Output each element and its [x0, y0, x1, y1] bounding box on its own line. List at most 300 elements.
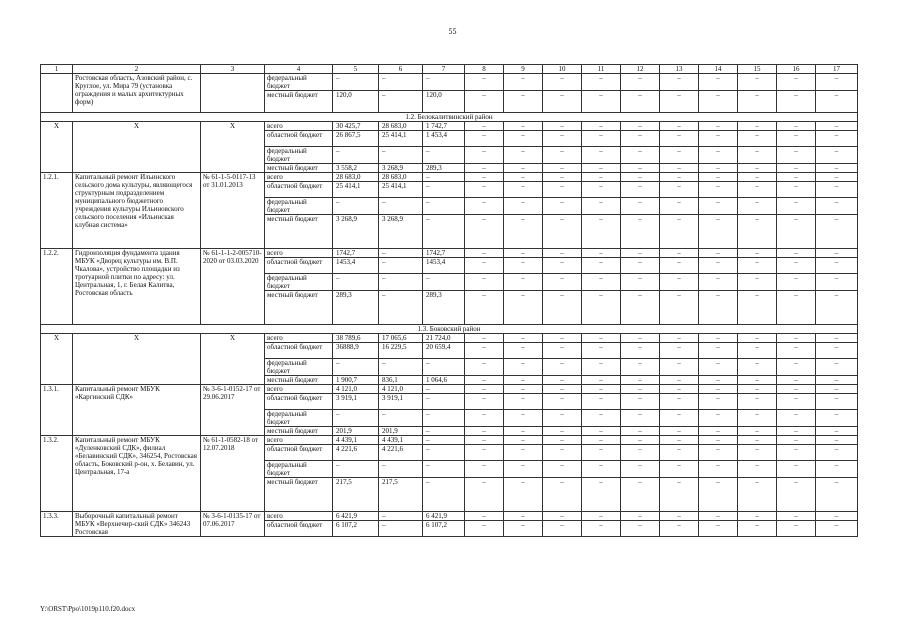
budget-source: местный бюджет [265, 164, 333, 173]
value-col-5: 3 268,9 [333, 215, 379, 249]
summary-x-col2: Х [73, 122, 201, 173]
value-col-7: 20 659,4 [423, 343, 465, 359]
value-col-8: – [465, 436, 504, 445]
value-col-15: – [738, 343, 777, 359]
budget-source: всего [265, 334, 333, 343]
item-name: Гидроизоляция фундамента здания МБУК «Дворец культуры им. В.П. Чкалова», устройство площадки из тротуарной плитки по адресу: ул. Центральная, 1, г. Белая Калитва, Ростовская область [73, 249, 201, 325]
value-col-11: – [582, 385, 621, 394]
value-col-16: – [777, 258, 816, 274]
column-number-15: 15 [738, 65, 777, 74]
value-col-13: – [660, 478, 699, 512]
value-col-12: – [621, 274, 660, 291]
value-col-8: – [465, 385, 504, 394]
value-col-8: – [465, 376, 504, 385]
table-row [41, 249, 858, 258]
value-col-8: – [465, 74, 504, 91]
budget-source: местный бюджет [265, 215, 333, 249]
value-col-9: – [504, 198, 543, 215]
value-col-6: 217,5 [379, 478, 423, 512]
value-col-11: – [582, 173, 621, 182]
value-col-17: – [816, 182, 858, 198]
budget-source: местный бюджет [265, 91, 333, 113]
value-col-8: – [465, 427, 504, 436]
value-col-6: 28 683,0 [379, 122, 423, 131]
value-col-11: – [582, 147, 621, 164]
value-col-12: – [621, 215, 660, 249]
value-col-11: – [582, 334, 621, 343]
value-col-11: – [582, 258, 621, 274]
value-col-11: – [582, 274, 621, 291]
value-col-7: – [423, 436, 465, 445]
value-col-6: – [379, 359, 423, 376]
value-col-8: – [465, 521, 504, 537]
item-number: 1.3.1. [41, 385, 73, 436]
value-col-15: – [738, 249, 777, 258]
value-col-14: – [699, 198, 738, 215]
column-number-7: 7 [423, 65, 465, 74]
budget-source: федеральный бюджет [265, 274, 333, 291]
value-col-7: – [423, 385, 465, 394]
value-col-7: 1 742,7 [423, 122, 465, 131]
value-col-8: – [465, 410, 504, 427]
value-col-15: – [738, 512, 777, 521]
value-col-16: – [777, 291, 816, 325]
budget-source: федеральный бюджет [265, 461, 333, 478]
value-col-5: 289,3 [333, 291, 379, 325]
value-col-16: – [777, 122, 816, 131]
value-col-5: – [333, 74, 379, 91]
column-number-17: 17 [816, 65, 858, 74]
value-col-16: – [777, 91, 816, 113]
table-row [41, 385, 858, 394]
value-col-7: – [423, 274, 465, 291]
value-col-16: – [777, 198, 816, 215]
budget-source: областной бюджет [265, 182, 333, 198]
value-col-15: – [738, 478, 777, 512]
item-document: № 61-1-1-2-005710-2020 от 03.03.2020 [201, 249, 265, 325]
value-col-10: – [543, 512, 582, 521]
value-col-6: – [379, 521, 423, 537]
value-col-15: – [738, 74, 777, 91]
value-col-16: – [777, 164, 816, 173]
value-col-10: – [543, 215, 582, 249]
value-col-9: – [504, 258, 543, 274]
value-col-17: – [816, 394, 858, 410]
value-col-11: – [582, 376, 621, 385]
value-col-7: 289,3 [423, 291, 465, 325]
value-col-17: – [816, 461, 858, 478]
value-col-5: 1742,7 [333, 249, 379, 258]
value-col-13: – [660, 122, 699, 131]
value-col-9: – [504, 521, 543, 537]
column-number-4: 4 [265, 65, 333, 74]
value-col-16: – [777, 215, 816, 249]
value-col-14: – [699, 376, 738, 385]
value-col-16: – [777, 343, 816, 359]
value-col-5: 30 425,7 [333, 122, 379, 131]
value-col-17: – [816, 343, 858, 359]
value-col-16: – [777, 512, 816, 521]
value-col-16: – [777, 436, 816, 445]
value-col-10: – [543, 461, 582, 478]
value-col-6: – [379, 147, 423, 164]
value-col-12: – [621, 343, 660, 359]
value-col-12: – [621, 131, 660, 147]
value-col-5: – [333, 461, 379, 478]
value-col-10: – [543, 173, 582, 182]
value-col-10: – [543, 164, 582, 173]
value-col-10: – [543, 343, 582, 359]
value-col-8: – [465, 334, 504, 343]
column-number-9: 9 [504, 65, 543, 74]
value-col-15: – [738, 334, 777, 343]
value-col-7: – [423, 394, 465, 410]
value-col-15: – [738, 427, 777, 436]
value-col-16: – [777, 376, 816, 385]
value-col-15: – [738, 394, 777, 410]
value-col-15: – [738, 258, 777, 274]
value-col-13: – [660, 394, 699, 410]
value-col-10: – [543, 410, 582, 427]
value-col-8: – [465, 182, 504, 198]
value-col-15: – [738, 91, 777, 113]
value-col-5: 28 683,0 [333, 173, 379, 182]
value-col-10: – [543, 359, 582, 376]
column-number-5: 5 [333, 65, 379, 74]
value-col-12: – [621, 359, 660, 376]
budget-source: областной бюджет [265, 258, 333, 274]
value-col-7: – [423, 198, 465, 215]
item-name: Капитальный ремонт МБУК «Дуленковский СДК», филиал «Белавинский СДК», 346254, Ростовская область, Боковский р-он, х. Белавин, ул. Центральная, 17-а [73, 436, 201, 512]
value-col-8: – [465, 131, 504, 147]
column-number-1: 1 [41, 65, 73, 74]
column-number-12: 12 [621, 65, 660, 74]
value-col-15: – [738, 147, 777, 164]
value-col-13: – [660, 521, 699, 537]
value-col-14: – [699, 164, 738, 173]
value-col-10: – [543, 291, 582, 325]
value-col-13: – [660, 436, 699, 445]
value-col-7: – [423, 461, 465, 478]
value-col-12: – [621, 147, 660, 164]
value-col-8: – [465, 291, 504, 325]
item-document: № 3-6-1-0135-17 от 07.06.2017 [201, 512, 265, 537]
budget-source: федеральный бюджет [265, 147, 333, 164]
item-number: 1.2.1. [41, 173, 73, 249]
value-col-9: – [504, 215, 543, 249]
value-col-16: – [777, 394, 816, 410]
value-col-6: – [379, 91, 423, 113]
value-col-12: – [621, 74, 660, 91]
value-col-10: – [543, 436, 582, 445]
value-col-8: – [465, 461, 504, 478]
value-col-7: – [423, 427, 465, 436]
value-col-7: 6 107,2 [423, 521, 465, 537]
value-col-13: – [660, 274, 699, 291]
value-col-5: 36888,9 [333, 343, 379, 359]
value-col-15: – [738, 164, 777, 173]
budget-source: областной бюджет [265, 394, 333, 410]
value-col-12: – [621, 394, 660, 410]
value-col-16: – [777, 131, 816, 147]
value-col-15: – [738, 291, 777, 325]
value-col-6: – [379, 249, 423, 258]
value-col-13: – [660, 215, 699, 249]
value-col-6: 25 414,1 [379, 131, 423, 147]
value-col-9: – [504, 385, 543, 394]
value-col-12: – [621, 258, 660, 274]
budget-source: областной бюджет [265, 131, 333, 147]
budget-source: областной бюджет [265, 343, 333, 359]
value-col-13: – [660, 164, 699, 173]
value-col-9: – [504, 182, 543, 198]
value-col-14: – [699, 436, 738, 445]
column-number-13: 13 [660, 65, 699, 74]
value-col-15: – [738, 215, 777, 249]
value-col-8: – [465, 258, 504, 274]
value-col-17: – [816, 91, 858, 113]
value-col-7: – [423, 478, 465, 512]
value-col-14: – [699, 512, 738, 521]
value-col-15: – [738, 182, 777, 198]
value-col-9: – [504, 343, 543, 359]
value-col-7: 1742,7 [423, 249, 465, 258]
value-col-6: 4 121,0 [379, 385, 423, 394]
value-col-7: 289,3 [423, 164, 465, 173]
value-col-8: – [465, 274, 504, 291]
value-col-11: – [582, 91, 621, 113]
value-col-8: – [465, 359, 504, 376]
budget-source: местный бюджет [265, 427, 333, 436]
footer-path: Y:\ORST\Ppo\1019p110.f20.docx [40, 605, 136, 613]
value-col-9: – [504, 74, 543, 91]
value-col-17: – [816, 291, 858, 325]
value-col-15: – [738, 385, 777, 394]
value-col-16: – [777, 478, 816, 512]
value-col-7: 1453,4 [423, 258, 465, 274]
value-col-14: – [699, 249, 738, 258]
value-col-8: – [465, 445, 504, 461]
value-col-13: – [660, 461, 699, 478]
value-col-10: – [543, 74, 582, 91]
value-col-7: 1 064,6 [423, 376, 465, 385]
value-col-16: – [777, 427, 816, 436]
value-col-15: – [738, 521, 777, 537]
table-row [41, 173, 858, 182]
value-col-7: 120,0 [423, 91, 465, 113]
value-col-16: – [777, 274, 816, 291]
item-number: 1.3.3. [41, 512, 73, 537]
section-summary-row [41, 334, 858, 343]
value-col-15: – [738, 122, 777, 131]
budget-source: всего [265, 249, 333, 258]
value-col-14: – [699, 334, 738, 343]
budget-source: федеральный бюджет [265, 410, 333, 427]
value-col-10: – [543, 122, 582, 131]
item-name: Выборочный капитальный ремонт МБУК «Верхнечир-ский СДК» 346243 Ростовская [73, 512, 201, 537]
value-col-11: – [582, 249, 621, 258]
value-col-14: – [699, 258, 738, 274]
value-col-17: – [816, 122, 858, 131]
value-col-11: – [582, 131, 621, 147]
value-col-12: – [621, 436, 660, 445]
value-col-11: – [582, 291, 621, 325]
value-col-16: – [777, 521, 816, 537]
value-col-17: – [816, 410, 858, 427]
value-col-11: – [582, 512, 621, 521]
value-col-5: 4 221,6 [333, 445, 379, 461]
value-col-6: 25 414,1 [379, 182, 423, 198]
value-col-11: – [582, 394, 621, 410]
value-col-11: – [582, 164, 621, 173]
value-col-12: – [621, 410, 660, 427]
value-col-8: – [465, 173, 504, 182]
value-col-14: – [699, 147, 738, 164]
value-col-17: – [816, 258, 858, 274]
value-col-12: – [621, 461, 660, 478]
value-col-10: – [543, 445, 582, 461]
value-col-16: – [777, 359, 816, 376]
value-col-5: 120,0 [333, 91, 379, 113]
value-col-17: – [816, 147, 858, 164]
value-col-12: – [621, 173, 660, 182]
value-col-9: – [504, 131, 543, 147]
value-col-5: 26 867,5 [333, 131, 379, 147]
value-col-8: – [465, 164, 504, 173]
value-col-12: – [621, 385, 660, 394]
value-col-15: – [738, 173, 777, 182]
value-col-7: – [423, 410, 465, 427]
budget-source: местный бюджет [265, 376, 333, 385]
value-col-10: – [543, 394, 582, 410]
value-col-13: – [660, 343, 699, 359]
value-col-13: – [660, 173, 699, 182]
table-body [41, 65, 858, 537]
value-col-12: – [621, 334, 660, 343]
value-col-13: – [660, 249, 699, 258]
value-col-9: – [504, 359, 543, 376]
value-col-6: 4 221,6 [379, 445, 423, 461]
item-name: Капитальный ремонт Ильинского сельского дома культуры, являющегося структурным подразделением муниципального бюджетного учреждения культуры Ильиновского сельского поселения «Ильинская клубная система» [73, 173, 201, 249]
value-col-14: – [699, 274, 738, 291]
item-document: № 3-6-1-0152-17 от 29.06.2017 [201, 385, 265, 436]
value-col-14: – [699, 173, 738, 182]
value-col-10: – [543, 334, 582, 343]
value-col-5: 4 121,0 [333, 385, 379, 394]
value-col-9: – [504, 376, 543, 385]
value-col-6: – [379, 461, 423, 478]
value-col-11: – [582, 478, 621, 512]
value-col-15: – [738, 436, 777, 445]
value-col-15: – [738, 131, 777, 147]
value-col-9: – [504, 249, 543, 258]
section-title: 1.2. Белокалитвинский район [41, 113, 858, 122]
value-col-10: – [543, 198, 582, 215]
value-col-9: – [504, 478, 543, 512]
summary-x-col3: Х [201, 122, 265, 173]
value-col-13: – [660, 445, 699, 461]
value-col-16: – [777, 147, 816, 164]
value-col-6: – [379, 198, 423, 215]
value-col-6: 201,9 [379, 427, 423, 436]
value-col-6: 3 268,9 [379, 164, 423, 173]
value-col-16: – [777, 182, 816, 198]
column-number-8: 8 [465, 65, 504, 74]
value-col-11: – [582, 521, 621, 537]
table-row [41, 436, 858, 445]
value-col-12: – [621, 291, 660, 325]
page-number: 55 [448, 27, 457, 36]
value-col-6: – [379, 410, 423, 427]
value-col-7: 21 724,0 [423, 334, 465, 343]
value-col-8: – [465, 122, 504, 131]
value-col-6: – [379, 74, 423, 91]
value-col-11: – [582, 343, 621, 359]
value-col-16: – [777, 445, 816, 461]
column-number-14: 14 [699, 65, 738, 74]
value-col-13: – [660, 512, 699, 521]
column-number-2: 2 [73, 65, 201, 74]
value-col-9: – [504, 122, 543, 131]
value-col-17: – [816, 131, 858, 147]
value-col-7: – [423, 173, 465, 182]
value-col-10: – [543, 274, 582, 291]
budget-source: местный бюджет [265, 478, 333, 512]
value-col-14: – [699, 410, 738, 427]
value-col-6: 3 919,1 [379, 394, 423, 410]
value-col-15: – [738, 376, 777, 385]
value-col-9: – [504, 394, 543, 410]
value-col-14: – [699, 343, 738, 359]
item-number: 1.3.2. [41, 436, 73, 512]
section-title: 1.3. Боковский район [41, 325, 858, 334]
value-col-11: – [582, 410, 621, 427]
value-col-7: 1 453,4 [423, 131, 465, 147]
value-col-15: – [738, 274, 777, 291]
value-col-11: – [582, 182, 621, 198]
value-col-6: 4 439,1 [379, 436, 423, 445]
value-col-14: – [699, 182, 738, 198]
budget-source: федеральный бюджет [265, 359, 333, 376]
value-col-5: 201,9 [333, 427, 379, 436]
value-col-17: – [816, 512, 858, 521]
value-col-13: – [660, 198, 699, 215]
value-col-7: – [423, 445, 465, 461]
value-col-11: – [582, 198, 621, 215]
section-title-row [41, 325, 858, 334]
value-col-14: – [699, 385, 738, 394]
value-col-12: – [621, 521, 660, 537]
value-col-13: – [660, 410, 699, 427]
value-col-7: – [423, 215, 465, 249]
value-col-14: – [699, 74, 738, 91]
value-col-5: 3 919,1 [333, 394, 379, 410]
budget-source: местный бюджет [265, 291, 333, 325]
value-col-17: – [816, 274, 858, 291]
value-col-9: – [504, 410, 543, 427]
value-col-14: – [699, 478, 738, 512]
value-col-8: – [465, 343, 504, 359]
value-col-5: – [333, 274, 379, 291]
value-col-14: – [699, 394, 738, 410]
value-col-17: – [816, 445, 858, 461]
value-col-17: – [816, 376, 858, 385]
value-col-5: 1453,4 [333, 258, 379, 274]
value-col-10: – [543, 182, 582, 198]
value-col-8: – [465, 249, 504, 258]
section-title-row [41, 113, 858, 122]
value-col-8: – [465, 147, 504, 164]
